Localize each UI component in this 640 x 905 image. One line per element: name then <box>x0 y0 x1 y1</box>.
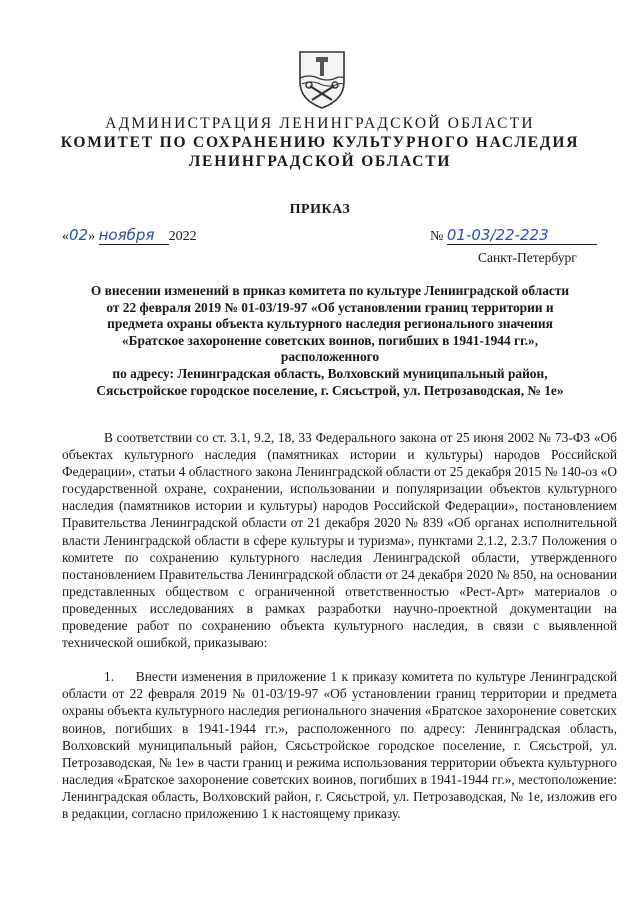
date-open-quote: « <box>62 229 69 244</box>
coat-of-arms-icon <box>296 48 348 110</box>
date-day-handwritten: 02 <box>69 226 89 244</box>
date-year: 2022 <box>168 229 197 244</box>
order-item-1 <box>62 668 617 822</box>
heading-line: «Братское захоронение советских воинов, погибших в 1941-1944 гг.», <box>121 332 539 348</box>
heading-line: расположенного <box>280 349 380 365</box>
org-line-administration: АДМИНИСТРАЦИЯ ЛЕНИНГРАДСКОЙ ОБЛАСТИ <box>105 115 535 132</box>
order-body <box>62 429 617 822</box>
item-number: 1. <box>104 669 115 685</box>
order-number-handwritten: 01-03/22-223 <box>447 226 597 245</box>
order-city: Санкт-Петербург <box>478 250 577 265</box>
preamble-paragraph: В соответствии со ст. 3.1, 9.2, 18, 33 Федерального закона от 25 июня 2002 № 73-ФЗ «Об объектах культурного наследия (памятниках истории и культуры) народов Российской Федерации», статьи 4 областного закона Ленинградской области от 25 декабря 2015 № 140-оз «О государственной охране, сохранении, использовании и популяризации объектов культурного наследия (памятников истории и культуры) народов Российской Федерации», постановлением Правительства Ленинградской области от 21 декабря 2020 № 839 «Об органах исполнительной власти Ленинградской области в сфере культуры и туризма», пунктами 2.1.2, 2.3.7 Положения о комитете по сохранению культурного наследия Ленинградской области, утвержденного постановлением Правительства Ленинградской области от 24 декабря 2020 № 850, на основании представленных обществом с ограниченной ответственностью «Рест-Арт» материалов о проведенных исследованиях в рамках разработки научно-проектной документации на проведение работ по сохранению объекта культурного наследия, в связи с выявленной технической ошибкой, приказываю: <box>62 430 618 651</box>
date-month-handwritten: ноября <box>99 226 169 245</box>
order-date <box>62 226 197 245</box>
heading-line: Сясьстройское городское поселение, г. Сясьстрой, ул. Петрозаводская, № 1е» <box>96 382 564 398</box>
org-line-committee: КОМИТЕТ ПО СОХРАНЕНИЮ КУЛЬТУРНОГО НАСЛЕДИЯ <box>60 134 580 151</box>
number-sign: № <box>430 229 444 244</box>
heading-line: О внесении изменений в приказ комитета по культуре Ленинградской области <box>90 283 570 298</box>
order-title: ПРИКАЗ <box>289 202 351 217</box>
heading-line: от 22 февраля 2019 № 01-03/19-97 «Об установлении границ территории и <box>106 299 554 315</box>
org-line-region: ЛЕНИНГРАДСКОЙ ОБЛАСТИ <box>188 153 452 170</box>
order-heading <box>60 283 600 399</box>
order-number <box>430 226 597 245</box>
date-close-quote: » <box>88 229 96 244</box>
heading-line: по адресу: Ленинградская область, Волховский муниципальный район, <box>112 365 548 381</box>
item-text: Внести изменения в приложение 1 к приказу комитета по культуре Ленинградской области от 22 февраля 2019 № 01-03/19-97 «Об установлении границ территории и предмета охраны объекта культурного наследия регионального значения «Братское захоронение советских воинов, погибших в 1941-1944 гг.», расположенного по адресу: Ленинградская область, Волховский муниципальный район, Сясьстройское городское поселение, г. Сясьстрой, ул. Петрозаводская, № 1е» в части границ и режима использования территории объекта культурного наследия «Братское захоронение советских воинов, погибших в 1941-1944 гг.», местоположение: Ленинградская область, Волховский район, г. Сясьстрой, ул. Петрозаводская, № 1е, изложив его в редакции, согласно приложению 1 к настоящему приказу. <box>62 669 617 821</box>
heading-line: предмета охраны объекта культурного наследия регионального значения <box>107 316 553 332</box>
